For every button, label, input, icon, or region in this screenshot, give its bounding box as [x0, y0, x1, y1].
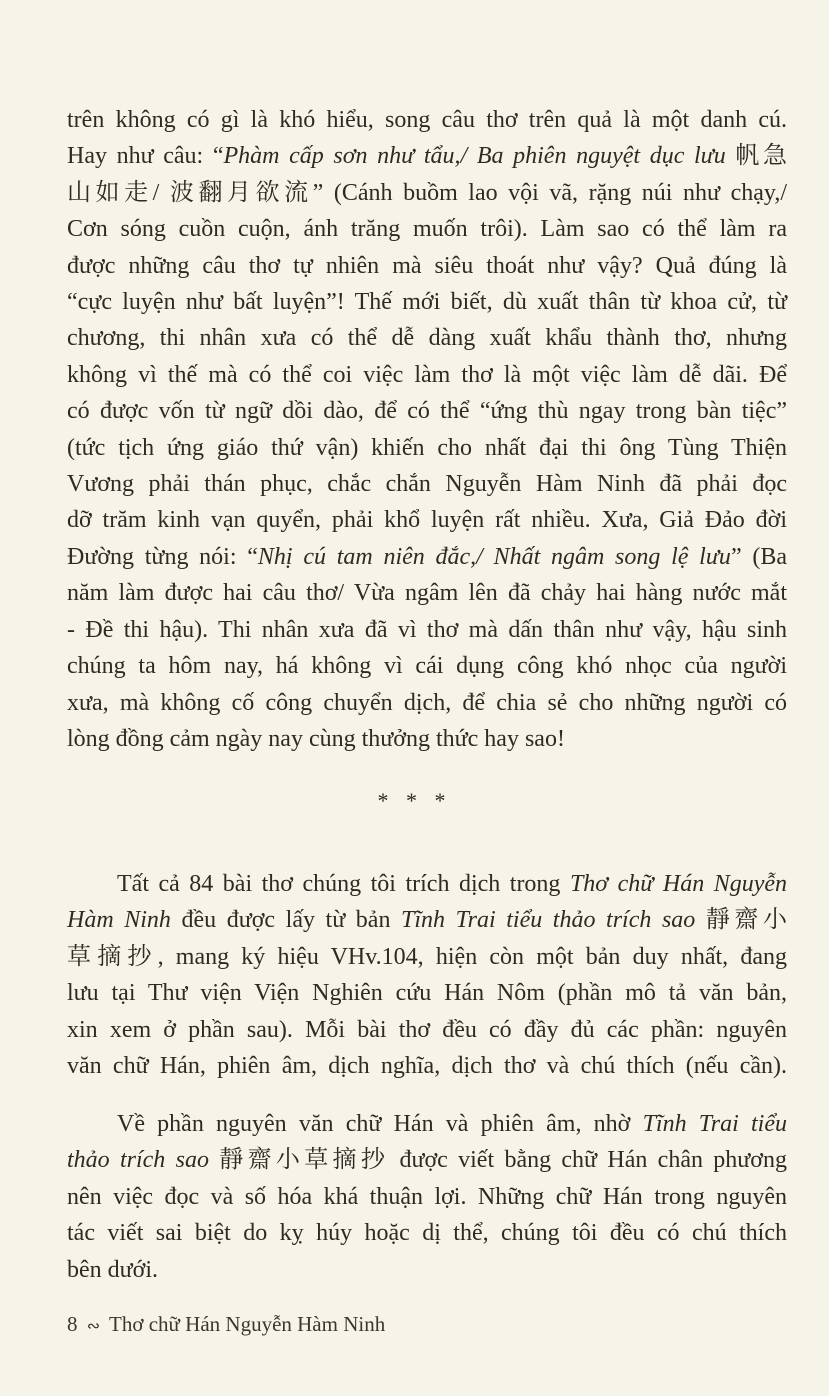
text-segment: lưu tại Thư viện Viện Nghiên cứu Hán Nôm (phần mô tả văn bản,: [67, 980, 787, 1007]
text-segment: văn chữ Hán, phiên âm, dịch nghĩa, dịch thơ và chú thích (nếu cần).: [67, 1053, 787, 1080]
text-line: [67, 430, 787, 466]
text-line: [67, 939, 787, 975]
text-line: [67, 975, 787, 1011]
text-segment: được những câu thơ tự nhiên mà siêu thoát như vậy? Quả đúng là: [67, 252, 787, 279]
italic-text: Tĩnh Trai tiểu: [642, 1111, 787, 1137]
text-segment: nên việc đọc và số hóa khá thuận lợi. Những chữ Hán trong nguyên: [67, 1183, 787, 1210]
text-line: [67, 466, 787, 502]
paragraph-3: [67, 1106, 787, 1288]
text-segment: Cơn sóng cuồn cuộn, ánh trăng muốn trôi). Làm sao có thể làm ra: [67, 216, 787, 243]
page-number: 8: [67, 1312, 78, 1336]
text-line: [67, 685, 787, 721]
text-segment: Về phần nguyên văn chữ Hán và phiên âm, nhờ: [117, 1111, 643, 1137]
text-segment: tác viết sai biệt do kỵ húy hoặc dị thể, chúng tôi đều có chú thích: [67, 1220, 787, 1247]
paragraph-1: [67, 102, 787, 757]
text-line: [67, 320, 787, 356]
running-title: Thơ chữ Hán Nguyễn Hàm Ninh: [109, 1312, 386, 1336]
italic-text: Phàm cấp sơn như tẩu,/ Ba phiên nguyệt dục lưu: [223, 143, 726, 170]
text-segment: Đường từng nói: “: [67, 543, 258, 570]
text-segment: Vương phải thán phục, chắc chắn Nguyễn Hàm Ninh đã phải đọc: [67, 471, 787, 498]
text-line: [67, 1106, 787, 1142]
text-line: [67, 648, 787, 684]
italic-text: thảo trích sao: [67, 1147, 209, 1174]
text-line: [67, 211, 787, 247]
text-segment: 帆急: [725, 143, 787, 170]
text-segment: không vì thế mà có thể coi việc làm thơ là một việc làm dễ dãi. Để: [67, 361, 787, 388]
text-line: [67, 357, 787, 393]
text-line: [67, 284, 787, 320]
text-line: [67, 102, 787, 138]
text-line: [67, 1215, 787, 1251]
text-segment: đều được lấy từ bản: [170, 907, 402, 934]
text-segment: chúng ta hôm nay, há không vì cái dụng công khó nhọc của người: [67, 653, 787, 680]
text-segment: bên dưới.: [67, 1256, 159, 1283]
section-separator: * * *: [377, 788, 452, 813]
italic-text: Tĩnh Trai tiểu thảo trích sao: [401, 907, 696, 934]
text-segment: lòng đồng cảm ngày nay cùng thưởng thức hay sao!: [67, 725, 565, 752]
text-segment: trên không có gì là khó hiểu, song câu thơ trên quả là một danh cú.: [67, 107, 787, 133]
text-segment: dỡ trăm kinh vạn quyển, phải khổ luyện rất nhiều. Xưa, Giả Đảo đời: [67, 507, 787, 534]
text-line: [67, 502, 787, 538]
italic-text: Nhị cú tam niên đắc,/ Nhất ngâm song lệ lưu: [257, 543, 731, 570]
italic-text: Thơ chữ Hán Nguyễn: [569, 871, 788, 897]
text-segment: chương, thi nhân xưa có thể dễ dàng xuất khẩu thành thơ, nhưng: [67, 325, 787, 352]
text-line: [67, 1012, 787, 1048]
text-line: [67, 721, 787, 757]
text-line: [67, 138, 787, 174]
text-line: [67, 1179, 787, 1215]
text-segment: xin xem ở phần sau). Mỗi bài thơ đều có đầy đủ các phần: nguyên: [67, 1016, 787, 1043]
text-segment: 靜齋小: [695, 907, 788, 934]
text-line: [67, 1142, 787, 1178]
text-segment: năm làm được hai câu thơ/ Vừa ngâm lên đã chảy hai hàng nước mắt: [67, 580, 787, 607]
text-line: [67, 866, 787, 902]
text-line: [67, 1252, 787, 1288]
page-footer: [67, 1312, 385, 1337]
text-segment: - Đề thi hậu). Thi nhân xưa đã vì thơ mà dấn thân như vậy, hậu sinh: [67, 616, 787, 643]
text-line: [67, 575, 787, 611]
text-segment: 山如走/ 波翻月欲流” (Cánh buồm lao vội vã, rặng núi như chạy,/: [67, 179, 787, 206]
italic-text: Hàm Ninh: [67, 907, 171, 934]
text-segment: Tất cả 84 bài thơ chúng tôi trích dịch trong: [117, 871, 570, 897]
text-segment: (tức tịch ứng giáo thứ vận) khiến cho nhất đại thi ông Tùng Thiện: [67, 434, 787, 461]
text-line: [67, 175, 787, 211]
text-line: [67, 1048, 787, 1084]
text-segment: 草摘抄, mang ký hiệu VHv.104, hiện còn một bản duy nhất, đang: [67, 943, 787, 970]
text-segment: “cực luyện như bất luyện”! Thế mới biết, dù xuất thân từ khoa cử, từ: [67, 289, 787, 316]
text-line: [67, 902, 787, 938]
text-segment: Hay như câu: “: [67, 143, 224, 170]
text-line: [67, 612, 787, 648]
ornament-icon: ∾: [86, 1318, 101, 1336]
paragraph-2: [67, 866, 787, 1084]
text-line: [67, 248, 787, 284]
text-line: [67, 539, 787, 575]
text-line: [67, 393, 787, 429]
text-segment: ” (Ba: [730, 543, 787, 570]
text-segment: 靜齋小草摘抄 được viết bằng chữ Hán chân phương: [208, 1147, 787, 1174]
text-segment: xưa, mà không cố công chuyển dịch, để chia sẻ cho những người có: [67, 689, 787, 716]
text-segment: có được vốn từ ngữ dồi dào, để có thể “ứng thù ngay trong bàn tiệc”: [67, 398, 787, 425]
